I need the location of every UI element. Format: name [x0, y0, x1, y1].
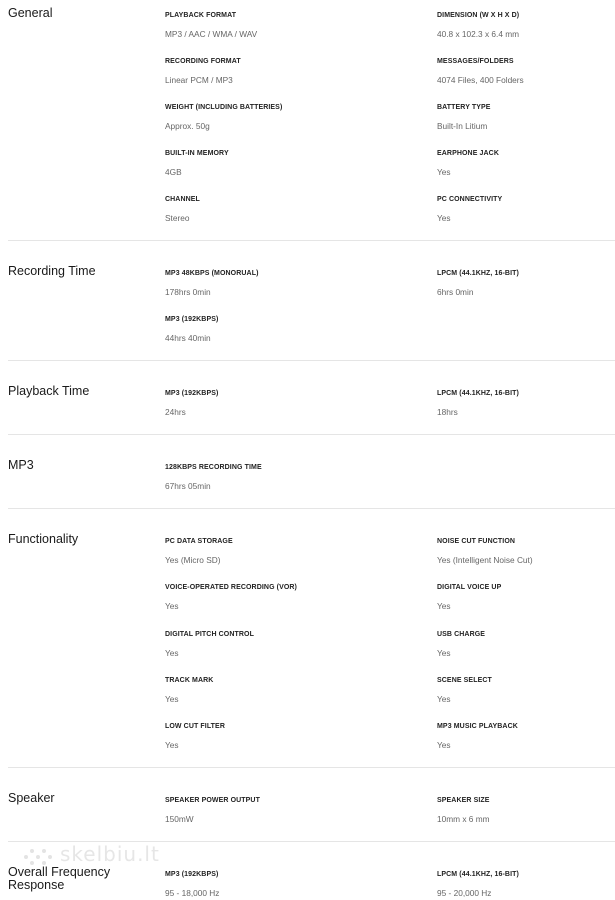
spec-value: 44hrs 40min — [165, 333, 211, 343]
spec-value: MP3 / AAC / WMA / WAV — [165, 29, 258, 39]
spec-item — [437, 796, 615, 824]
spec-item — [165, 195, 345, 223]
spec-item — [165, 149, 345, 177]
spec-value: 18hrs — [437, 407, 458, 417]
spec-item — [165, 796, 345, 824]
section-playback-time — [8, 385, 615, 430]
section-speaker — [8, 792, 615, 837]
spec-item — [165, 870, 345, 898]
spec-item — [437, 389, 615, 417]
spec-item — [165, 676, 345, 704]
section-title: Playback Time — [8, 384, 90, 398]
spec-item — [437, 870, 615, 898]
spec-value: Stereo — [165, 213, 190, 223]
spec-label: RECORDING FORMAT — [165, 58, 241, 65]
spec-value: Yes — [437, 694, 451, 704]
spec-value: Yes — [165, 601, 179, 611]
spec-label: NOISE CUT FUNCTION — [437, 538, 516, 545]
spec-label: LPCM (44.1KHZ, 16-BIT) — [437, 390, 519, 397]
spec-item — [165, 583, 345, 611]
spec-value: 178hrs 0min — [165, 287, 211, 297]
spec-label: 128KBPS RECORDING TIME — [165, 464, 262, 471]
section-title: Speaker — [8, 791, 55, 805]
spec-value: 95 - 18,000 Hz — [165, 888, 220, 898]
section-divider — [8, 240, 615, 241]
spec-label: BATTERY TYPE — [437, 104, 491, 111]
spec-value: Yes — [437, 648, 451, 658]
section-title: Functionality — [8, 532, 79, 546]
section-divider — [8, 508, 615, 509]
section-title: General — [8, 6, 53, 20]
spec-item — [165, 630, 345, 658]
spec-label: MP3 MUSIC PLAYBACK — [437, 723, 518, 730]
section-mp3 — [8, 459, 615, 504]
spec-label: USB CHARGE — [437, 631, 486, 638]
spec-value: Yes — [437, 601, 451, 611]
section-title: Overall Frequency Response — [8, 865, 111, 892]
spec-value: 67hrs 05min — [165, 481, 211, 491]
spec-label: MP3 (192KBPS) — [165, 871, 219, 878]
spec-label: DIGITAL PITCH CONTROL — [165, 631, 254, 638]
spec-label: MP3 (192KBPS) — [165, 390, 219, 397]
spec-value: Yes (Intelligent Noise Cut) — [437, 555, 533, 565]
spec-label: LPCM (44.1KHZ, 16-BIT) — [437, 871, 519, 878]
section-divider — [8, 767, 615, 768]
spec-label: SPEAKER POWER OUTPUT — [165, 797, 260, 804]
spec-value: 150mW — [165, 814, 194, 824]
spec-item — [437, 676, 615, 704]
spec-label: PLAYBACK FORMAT — [165, 12, 237, 19]
spec-label: TRACK MARK — [165, 677, 214, 684]
spec-label: DIGITAL VOICE UP — [437, 584, 502, 591]
spec-value: Yes (Micro SD) — [165, 555, 221, 565]
spec-item — [165, 315, 345, 343]
section-frequency-response — [8, 866, 615, 900]
spec-label: VOICE-OPERATED RECORDING (VOR) — [165, 584, 297, 591]
spec-value: 95 - 20,000 Hz — [437, 888, 492, 898]
spec-label: LPCM (44.1KHZ, 16-BIT) — [437, 270, 519, 277]
spec-label: PC DATA STORAGE — [165, 538, 233, 545]
spec-item — [165, 269, 345, 297]
spec-item — [165, 11, 345, 39]
spec-item — [165, 537, 345, 565]
spec-label: WEIGHT (INCLUDING BATTERIES) — [165, 104, 283, 111]
spec-item — [165, 57, 345, 85]
spec-item — [165, 389, 345, 417]
section-recording-time — [8, 265, 615, 355]
spec-value: Yes — [165, 694, 179, 704]
spec-label: LOW CUT FILTER — [165, 723, 225, 730]
spec-value: 4074 Files, 400 Folders — [437, 75, 524, 85]
spec-label: CHANNEL — [165, 196, 200, 203]
spec-label: BUILT-IN MEMORY — [165, 150, 229, 157]
spec-value: 10mm x 6 mm — [437, 814, 490, 824]
section-title: Recording Time — [8, 264, 96, 278]
section-general — [8, 7, 615, 239]
spec-item — [437, 583, 615, 611]
spec-item — [437, 11, 615, 39]
spec-item — [437, 722, 615, 750]
section-functionality — [8, 533, 615, 763]
spec-value: 24hrs — [165, 407, 186, 417]
spec-item — [437, 195, 615, 223]
spec-value: Built-In Litium — [437, 121, 488, 131]
spec-label: EARPHONE JACK — [437, 150, 499, 157]
spec-label: DIMENSION (W X H X D) — [437, 12, 520, 19]
spec-item — [437, 269, 615, 297]
spec-value: Yes — [165, 648, 179, 658]
spec-label: MP3 (192KBPS) — [165, 316, 219, 323]
spec-value: Approx. 50g — [165, 121, 210, 131]
spec-label: MP3 48KBPS (MONORUAL) — [165, 270, 259, 277]
section-divider — [8, 434, 615, 435]
spec-item — [437, 537, 615, 565]
spec-label: SPEAKER SIZE — [437, 797, 490, 804]
spec-item — [165, 463, 345, 491]
spec-item — [437, 630, 615, 658]
spec-value: Yes — [165, 740, 179, 750]
spec-label: PC CONNECTIVITY — [437, 196, 503, 203]
spec-item — [165, 103, 345, 131]
spec-item — [437, 149, 615, 177]
watermark-text: skelbiu.lt — [60, 842, 160, 866]
spec-label: MESSAGES/FOLDERS — [437, 58, 514, 65]
spec-value: Yes — [437, 740, 451, 750]
spec-item — [437, 103, 615, 131]
section-title: MP3 — [8, 458, 34, 472]
spec-item — [165, 722, 345, 750]
spec-value: 6hrs 0min — [437, 287, 474, 297]
spec-value: Yes — [437, 167, 451, 177]
spec-label: SCENE SELECT — [437, 677, 492, 684]
spec-value: Linear PCM / MP3 — [165, 75, 233, 85]
spec-value: 40.8 x 102.3 x 6.4 mm — [437, 29, 520, 39]
section-divider — [8, 360, 615, 361]
spec-item — [437, 57, 615, 85]
spec-value: 4GB — [165, 167, 182, 177]
spec-value: Yes — [437, 213, 451, 223]
